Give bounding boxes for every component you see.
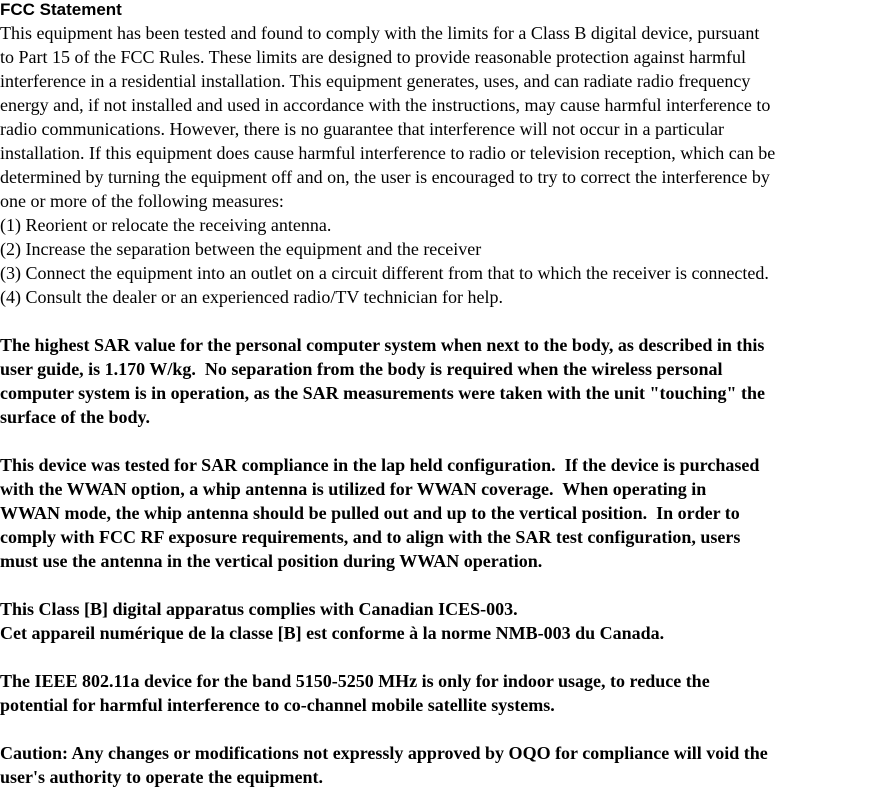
paragraph-line: This Class [B] digital apparatus complies with Canadian ICES-003. bbox=[0, 599, 518, 619]
paragraph-line: must use the antenna in the vertical position during WWAN operation. bbox=[0, 551, 543, 571]
paragraph-line: potential for harmful interference to co-channel mobile satellite systems. bbox=[0, 695, 555, 715]
paragraph-line: Cet appareil numérique de la classe [B] est conforme à la norme NMB-003 du Canada. bbox=[0, 623, 665, 643]
measure-item: (3) Connect the equipment into an outlet on a circuit different from that to which the receiver is connected. bbox=[0, 263, 769, 283]
paragraph-line: The IEEE 802.11a device for the band 5150-5250 MHz is only for indoor usage, to reduce the bbox=[0, 671, 710, 691]
measure-item: (4) Consult the dealer or an experienced radio/TV technician for help. bbox=[0, 287, 503, 307]
paragraph-line: WWAN mode, the whip antenna should be pulled out and up to the vertical position. In order to bbox=[0, 503, 740, 523]
paragraph-line: Caution: Any changes or modifications not expressly approved by OQO for compliance will void the bbox=[0, 743, 768, 763]
paragraph-line: interference in a residential installation. This equipment generates, uses, and can radiate radio frequency bbox=[0, 71, 751, 91]
paragraph-line: one or more of the following measures: bbox=[0, 191, 284, 211]
measure-item: (2) Increase the separation between the equipment and the receiver bbox=[0, 239, 482, 259]
paragraph-line: surface of the body. bbox=[0, 407, 150, 427]
page-title: FCC Statement bbox=[0, 0, 122, 19]
paragraph-line: comply with FCC RF exposure requirements, and to align with the SAR test configuration, users bbox=[0, 527, 741, 547]
paragraph-line: This equipment has been tested and found to comply with the limits for a Class B digital device, pursuant bbox=[0, 23, 760, 43]
paragraph-line: to Part 15 of the FCC Rules. These limits are designed to provide reasonable protection against harmful bbox=[0, 47, 747, 67]
paragraph-line: with the WWAN option, a whip antenna is utilized for WWAN coverage. When operating in bbox=[0, 479, 707, 499]
paragraph-line: installation. If this equipment does cause harmful interference to radio or television reception, which can be bbox=[0, 143, 776, 163]
paragraph-line: user's authority to operate the equipment. bbox=[0, 767, 323, 787]
paragraph-line: determined by turning the equipment off and on, the user is encouraged to try to correct the interference by bbox=[0, 167, 770, 187]
paragraph-line: radio communications. However, there is no guarantee that interference will not occur in a particular bbox=[0, 119, 724, 139]
paragraph-line: user guide, is 1.170 W/kg. No separation from the body is required when the wireless personal bbox=[0, 359, 723, 379]
paragraph-line: energy and, if not installed and used in accordance with the instructions, may cause harmful interference to bbox=[0, 95, 771, 115]
paragraph-line: computer system is in operation, as the SAR measurements were taken with the unit "touching" the bbox=[0, 383, 765, 403]
paragraph-line: This device was tested for SAR compliance in the lap held configuration. If the device is purchased bbox=[0, 455, 760, 475]
measure-item: (1) Reorient or relocate the receiving antenna. bbox=[0, 215, 332, 235]
paragraph-line: The highest SAR value for the personal computer system when next to the body, as described in this bbox=[0, 335, 765, 355]
